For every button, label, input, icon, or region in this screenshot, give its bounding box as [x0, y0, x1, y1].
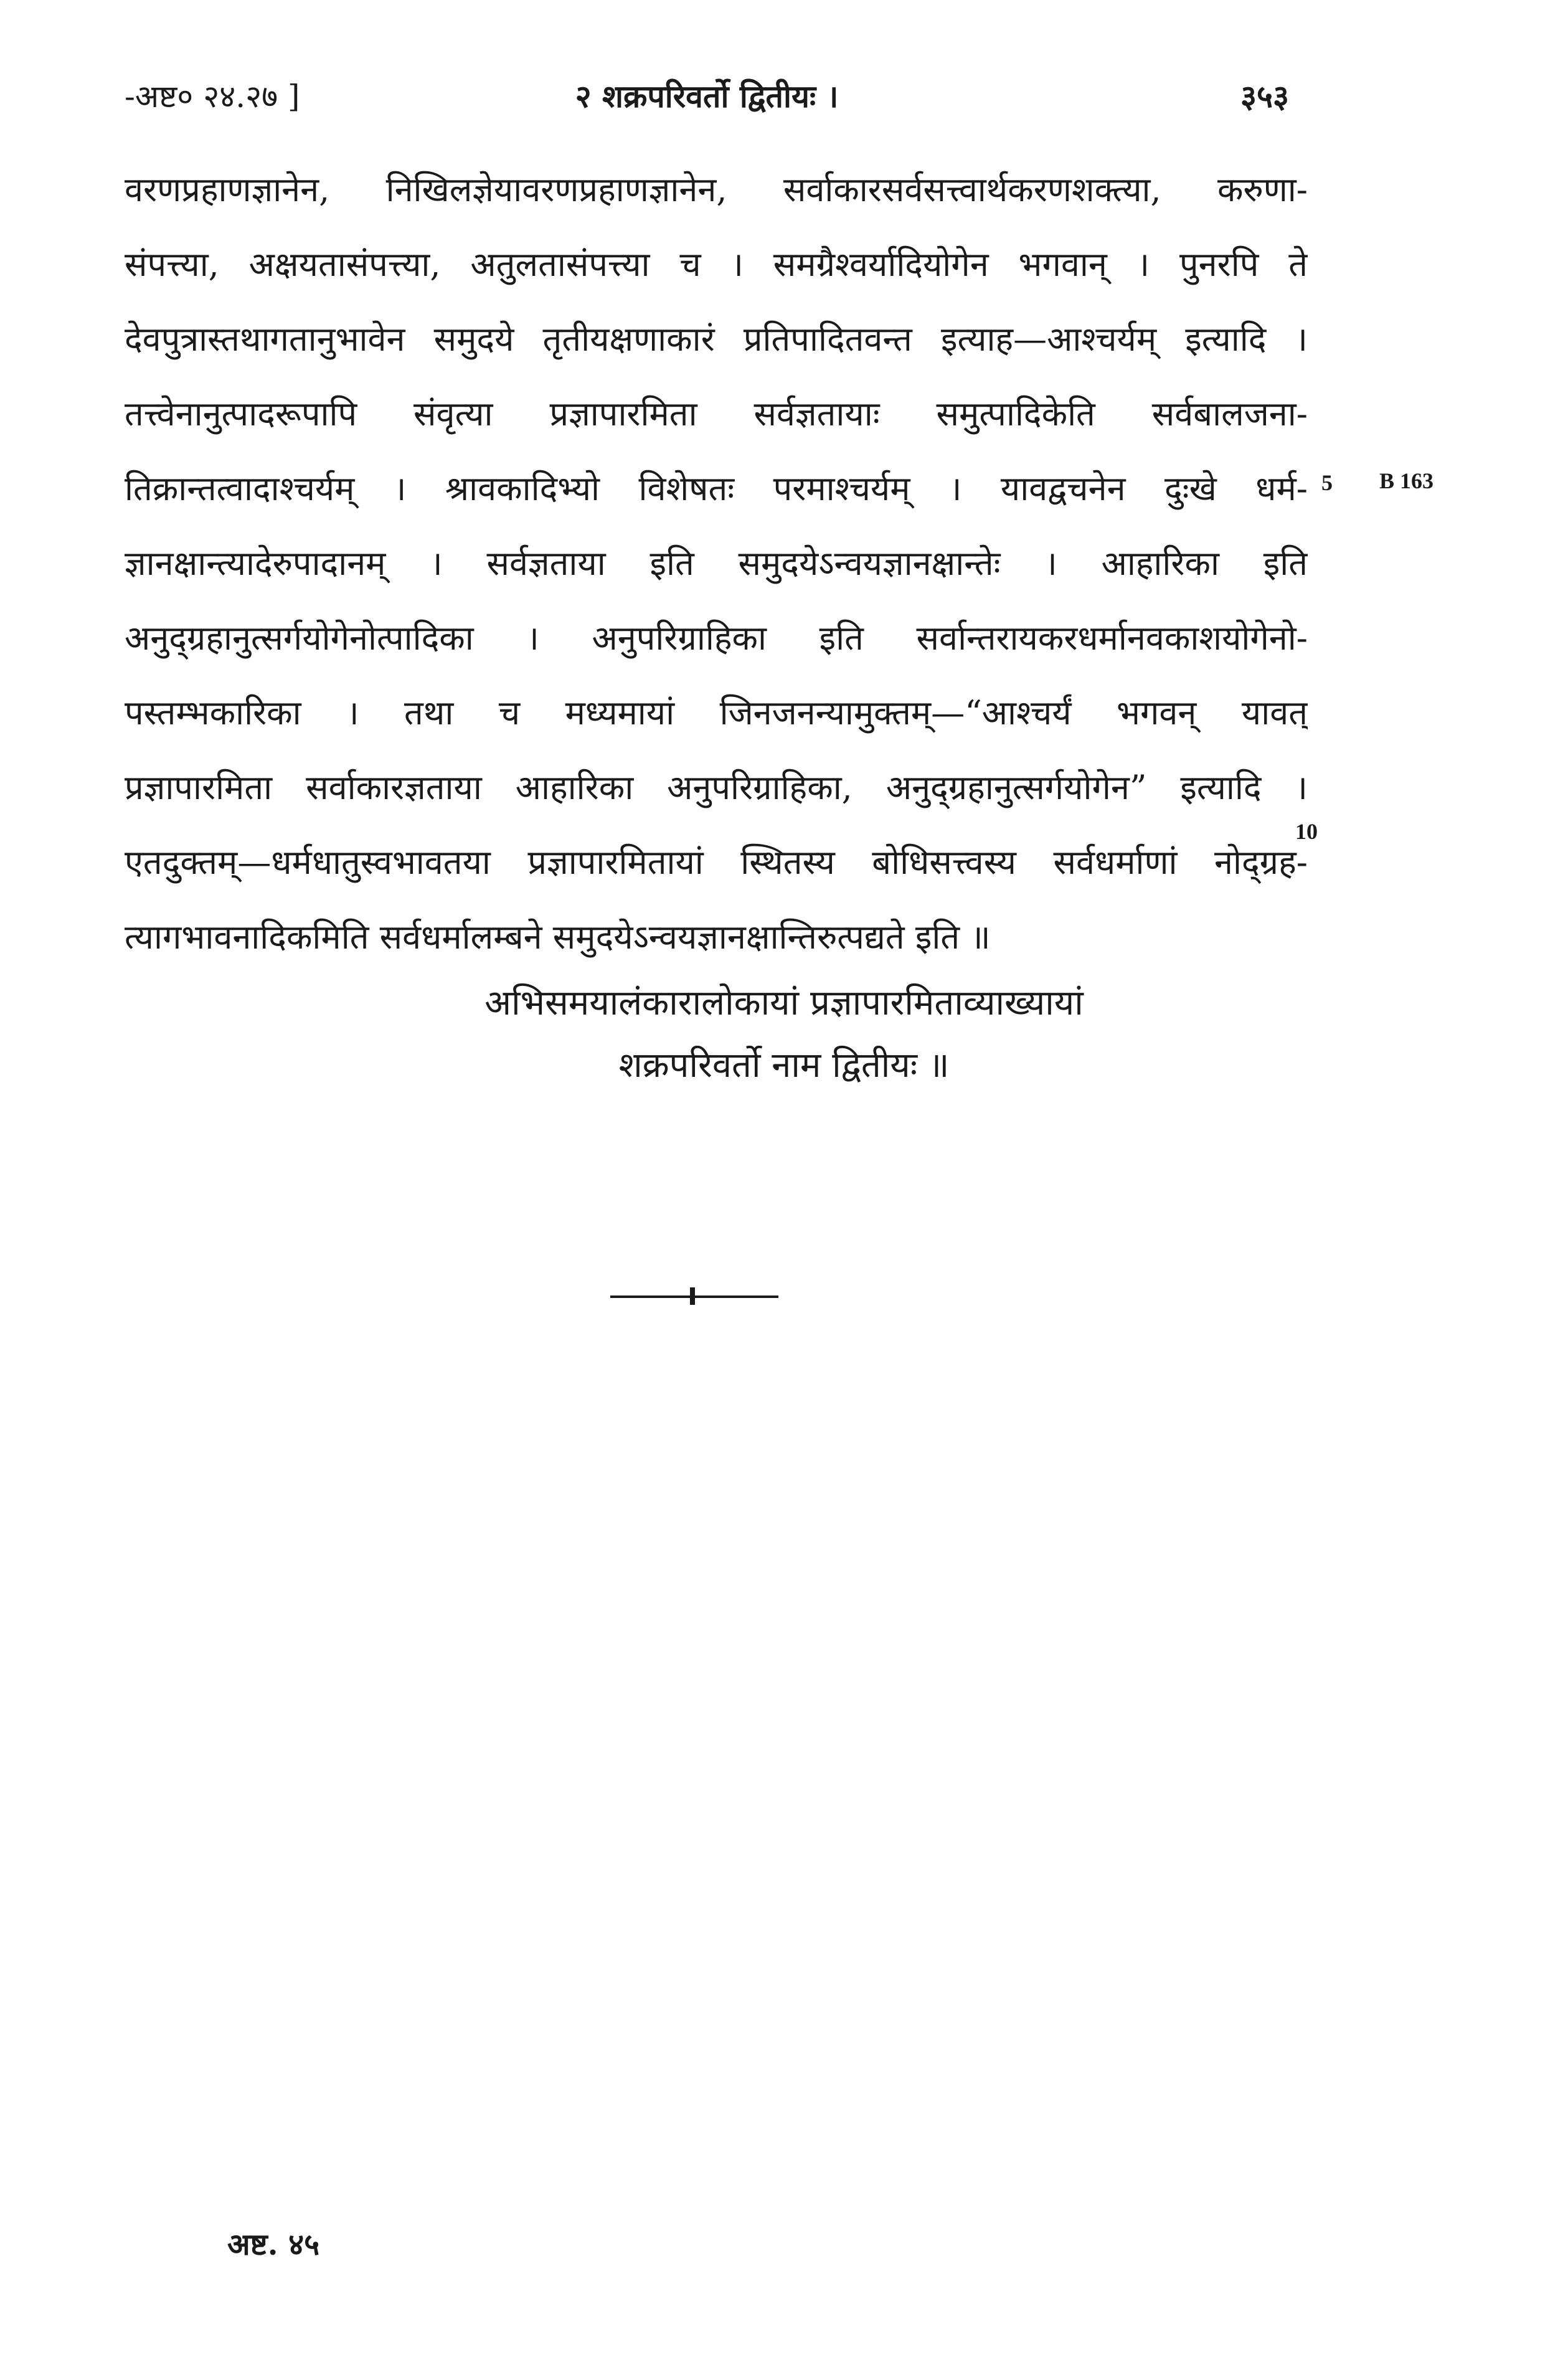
- body-text: [125, 153, 1308, 975]
- body-line-1: वरणप्रहाणज्ञानेन, निखिलज्ञेयावरणप्रहाणज्ञानेन, सर्वाकारसर्वसत्त्वार्थकरणशक्त्या, करुणा-: [125, 170, 1308, 209]
- body-line-6: ज्ञानक्षान्त्यादेरुपादानम् । सर्वज्ञताया इति समुदयेऽन्वयज्ञानक्षान्तेः । आहारिका इति: [125, 544, 1308, 583]
- header-chapter-title: २ शक्रपरिवर्तो द्वितीयः ।: [575, 78, 839, 115]
- margin-line-number-5: 5: [1321, 470, 1333, 495]
- body-line-11: त्यागभावनादिकमिति सर्वधर्मालम्बने समुदयेऽन्वयज्ञानक्षान्तिरुत्पद्यते इति ॥: [125, 917, 991, 957]
- colophon-line-1: अभिसमयालंकारालोकायां प्रज्ञापारमिताव्याख्यायां: [484, 983, 1084, 1023]
- body-line-5: तिक्रान्तत्वादाश्चर्यम् । श्रावकादिभ्यो विशेषतः परमाश्चर्यम् । यावद्वचनेन दुःखे धर्म-: [125, 469, 1308, 508]
- body-line-7: अनुद्ग्रहानुत्सर्गयोगेनोत्पादिका । अनुपरिग्राहिका इति सर्वान्तरायकरधर्मानवकाशयोगेनो-: [125, 618, 1308, 658]
- body-line-9: प्रज्ञापारमिता सर्वाकारज्ञताया आहारिका अनुपरिग्राहिका, अनुद्ग्रहानुत्सर्गयोगेन” इत्यादि ।: [125, 768, 1308, 807]
- margin-manuscript-ref: B 163: [1379, 468, 1434, 493]
- running-header: [125, 69, 1289, 125]
- footer-signature: अष्ट. ४५: [227, 2227, 320, 2262]
- header-section-ref: -अष्ट० २४.२७ ]: [125, 78, 300, 115]
- body-line-10: एतदुक्तम्—धर्मधातुस्वभावतया प्रज्ञापारमितायां स्थितस्य बोधिसत्त्वस्य सर्वधर्माणां नोद्ग्रह-: [125, 843, 1308, 882]
- body-line-3: देवपुत्रास्तथागतानुभावेन समुदये तृतीयक्षणाकारं प्रतिपादितवन्त इत्याह—आश्चर्यम् इत्यादि ।: [125, 320, 1308, 359]
- colophon-line-2: शक्रपरिवर्तो नाम द्वितीयः ॥: [618, 1045, 950, 1086]
- section-divider-ornament: [690, 1287, 695, 1305]
- body-line-2: संपत्त्या, अक्षयतासंपत्त्या, अतुलतासंपत्त्या च । समग्रैश्वर्यादियोगेन भगवान् । पुनरपि ते: [125, 245, 1308, 284]
- body-line-4: तत्त्वेनानुत्पादरूपापि संवृत्या प्रज्ञापारमिता सर्वज्ञतायाः समुत्पादिकेति सर्वबालजना-: [125, 394, 1308, 433]
- body-line-8: पस्तम्भकारिका । तथा च मध्यमायां जिनजनन्यामुक्तम्—“आश्चर्यं भगवन् यावत्: [125, 693, 1308, 732]
- margin-line-number-10: 10: [1295, 819, 1318, 844]
- header-page-number: ३५३: [1240, 78, 1289, 115]
